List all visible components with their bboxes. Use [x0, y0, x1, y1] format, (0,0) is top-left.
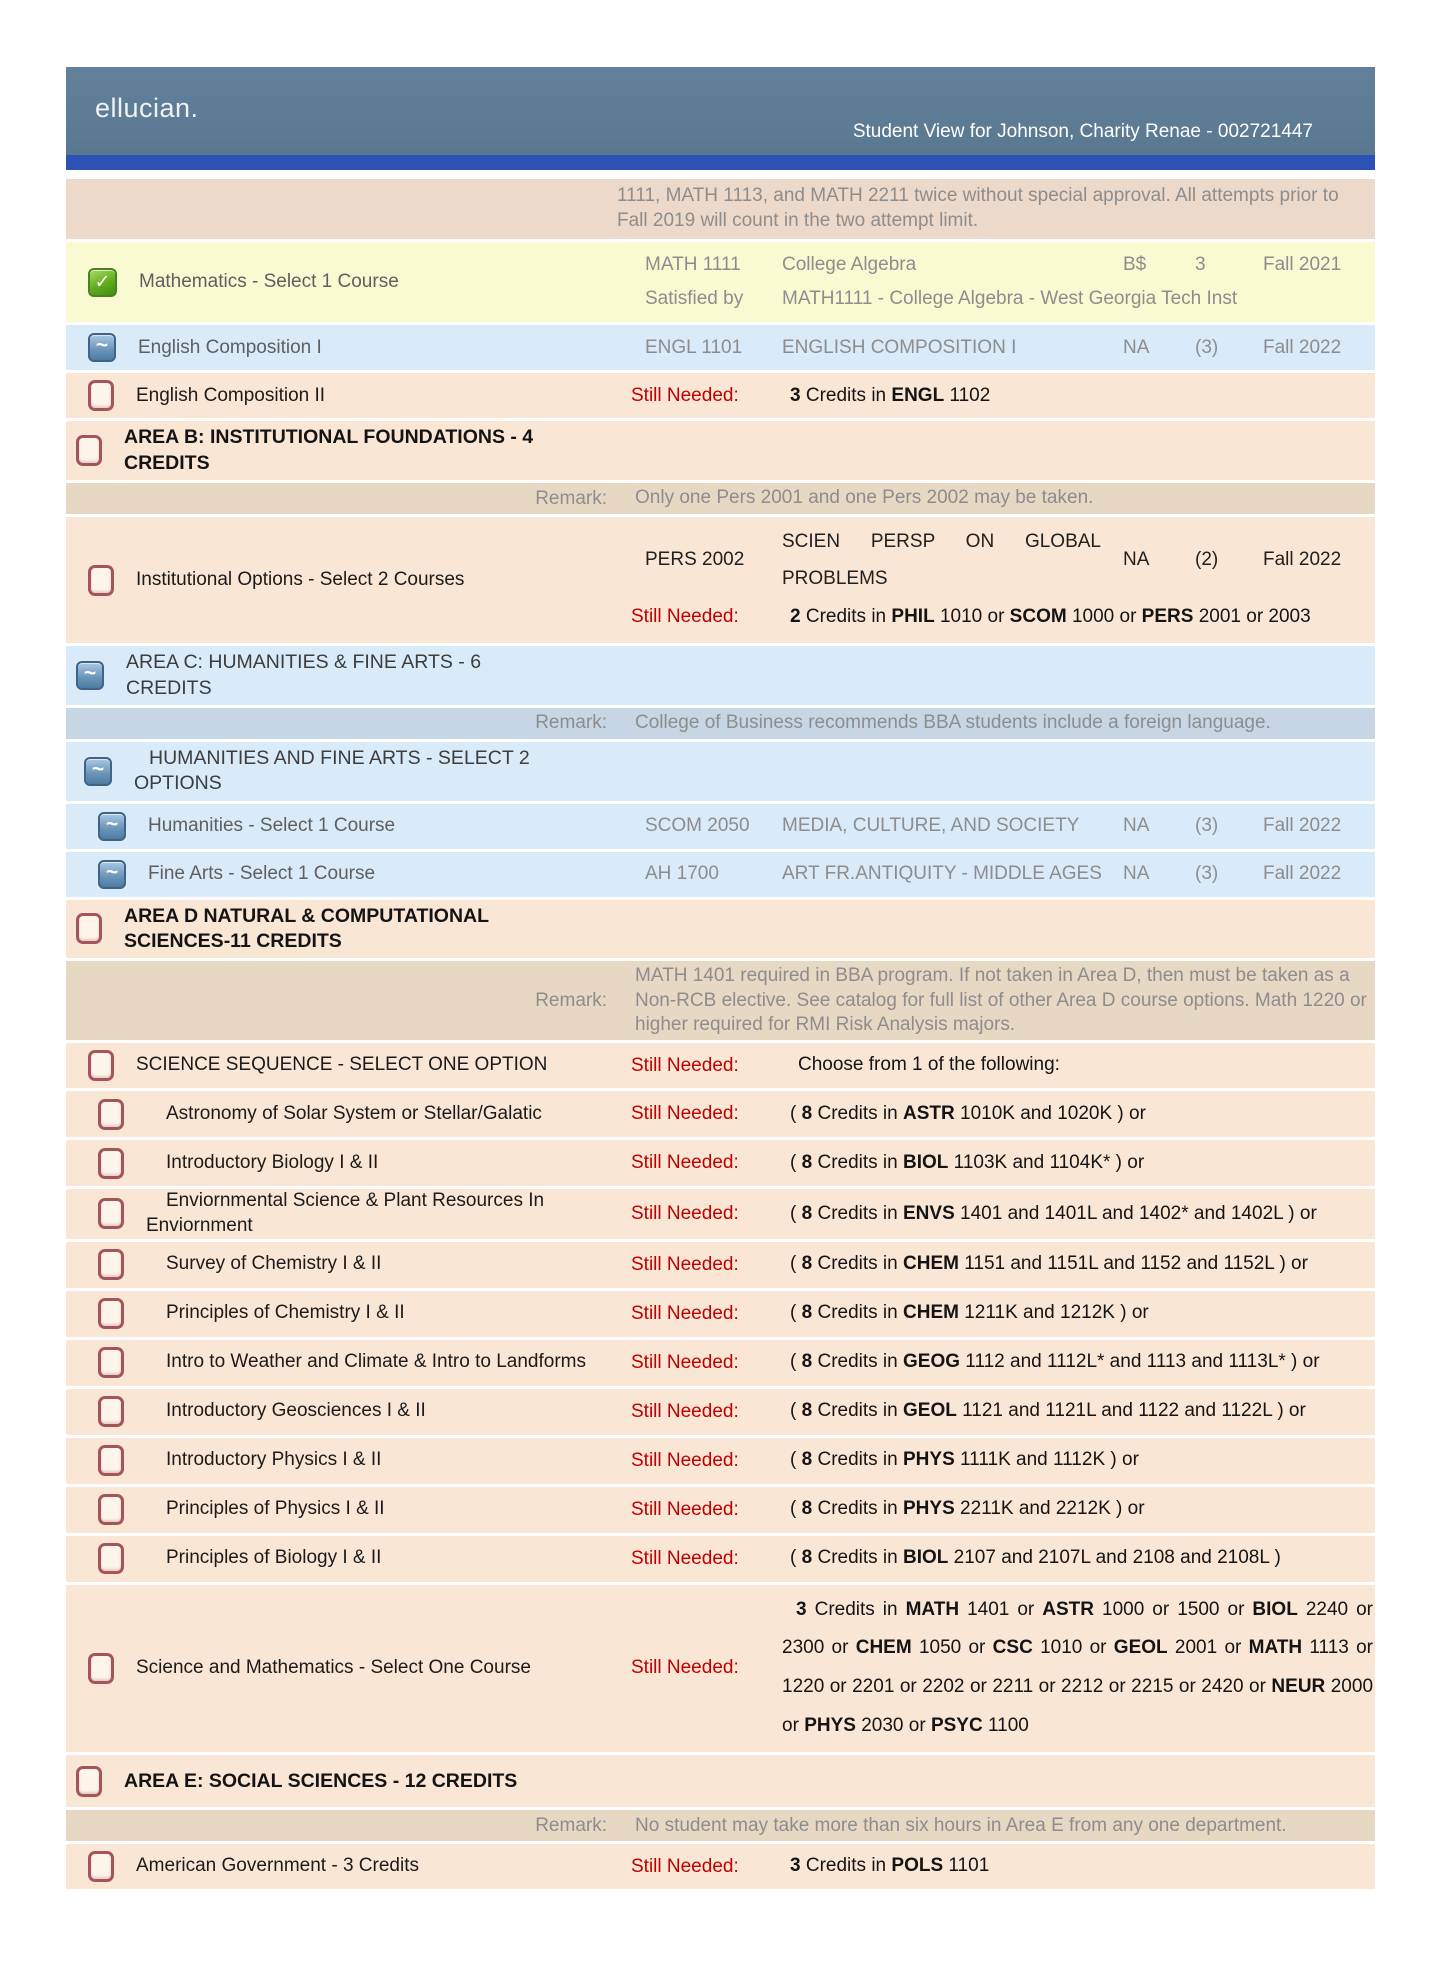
requirement-row-science-sequence [66, 1043, 1375, 1088]
area-header-label: AREA C: HUMANITIES & FINE ARTS - 6 CREDITS [126, 651, 482, 699]
requirement-label: English Composition II [136, 384, 326, 406]
course-code: PERS 2002 [645, 549, 745, 571]
course-term: Fall 2022 [1263, 815, 1342, 837]
incomplete-checkbox-icon [88, 1851, 114, 1882]
still-needed-label: Still Needed: [631, 384, 739, 406]
course-title: SCIEN PERSP ON GLOBAL PROBLEMS [782, 531, 1101, 590]
requirement-label: American Government - 3 Credits [136, 1855, 419, 1877]
course-title: ART FR.ANTIQUITY - MIDDLE AGES [782, 863, 1102, 885]
area-header-label: AREA E: SOCIAL SCIENCES - 12 CREDITS [124, 1769, 518, 1792]
still-needed-text: 3 Credits in POLS 1101 [790, 1855, 990, 1877]
requirement-row-humanities [66, 804, 1375, 849]
course-term: Fall 2021 [1263, 254, 1342, 276]
course-grade: NA [1123, 549, 1150, 571]
remark-label: Remark: [535, 487, 607, 509]
course-credits: 3 [1195, 254, 1206, 276]
remark-label: Remark: [535, 712, 607, 734]
in-progress-checkbox-icon: ~ [98, 860, 126, 889]
still-needed-label: Still Needed: [631, 1054, 739, 1076]
still-needed-label: Still Needed: [631, 1400, 739, 1422]
still-needed-label: Still Needed: [631, 1202, 739, 1224]
option-row-intro-physics [66, 1438, 1375, 1484]
option-label: Survey of Chemistry I & II [166, 1253, 382, 1275]
still-needed-label: Still Needed: [631, 1449, 739, 1471]
still-needed-label: Still Needed: [631, 1152, 739, 1174]
requirement-label: Institutional Options - Select 2 Courses [136, 568, 465, 590]
incomplete-checkbox-icon [88, 565, 114, 596]
still-needed-text: ( 8 Credits in PHYS 1111K and 1112K ) or [790, 1449, 1139, 1471]
option-row-environmental-science [66, 1189, 1375, 1238]
header-accent-stripe [66, 155, 1375, 170]
subheader-label: HUMANITIES AND FINE ARTS - SELECT 2 OPTIONS [134, 746, 530, 795]
requirement-row-english-comp-2 [66, 373, 1375, 418]
still-needed-label: Still Needed: [631, 1657, 739, 1679]
requirement-label: Humanities - Select 1 Course [148, 814, 396, 836]
incomplete-checkbox-icon [98, 1543, 124, 1574]
remark-label: Remark: [535, 989, 607, 1011]
option-row-weather-landforms [66, 1340, 1375, 1386]
option-label: Enviornmental Science & Plant Resources In Enviornment [146, 1190, 545, 1236]
app-header [66, 67, 1375, 155]
remark-row [66, 1810, 1375, 1841]
ellucian-logo: ellucian. [95, 93, 199, 123]
still-needed-text: Choose from 1 of the following: [798, 1054, 1060, 1076]
remark-text: No student may take more than six hours in Area E from any one department. [635, 1814, 1287, 1836]
in-progress-checkbox-icon: ~ [98, 812, 126, 841]
requirement-row-american-government [66, 1844, 1375, 1889]
course-credits: (2) [1195, 549, 1219, 571]
requirement-label: Science and Mathematics - Select One Course [136, 1657, 531, 1679]
incomplete-checkbox-icon [98, 1347, 124, 1378]
course-grade: NA [1123, 863, 1150, 885]
option-label: Principles of Biology I & II [166, 1547, 382, 1569]
course-grade: NA [1123, 336, 1150, 358]
area-d-header-row [66, 900, 1375, 959]
area-c-header-row [66, 646, 1375, 705]
still-needed-text: ( 8 Credits in CHEM 1211K and 1212K ) or [790, 1302, 1149, 1324]
degree-audit-page [66, 67, 1375, 1889]
still-needed-text: 3 Credits in MATH 1401 or ASTR 1000 or 1500 or BIOL 2240 or 2300 or CHEM 1050 or CSC 1010 or GEOL 2001 or MATH 1113 or 1220 or 2201 or 2202 or 2211 or 2212 or 2215 or 2420 or NEUR 2000 or PHYS 2030 or PSYC 1100 [782, 1598, 1374, 1737]
incomplete-checkbox-icon [88, 1653, 114, 1684]
course-code: ENGL 1101 [645, 336, 743, 358]
incomplete-checkbox-icon [76, 1766, 102, 1797]
option-label: Introductory Geosciences I & II [166, 1400, 426, 1422]
remark-continuation-text: 1111, MATH 1113, and MATH 2211 twice without special approval. All attempts prior to Fall 2019 will count in the two attempt limit. [617, 185, 1339, 231]
course-term: Fall 2022 [1263, 863, 1342, 885]
incomplete-checkbox-icon [98, 1494, 124, 1525]
incomplete-checkbox-icon [98, 1099, 124, 1130]
remark-continuation-row [66, 179, 1375, 239]
remark-row [66, 483, 1375, 514]
option-label: Principles of Chemistry I & II [166, 1302, 405, 1324]
course-term: Fall 2022 [1263, 549, 1342, 571]
requirement-row-science-mathematics [66, 1585, 1375, 1753]
complete-checkbox-icon: ✓ [88, 268, 117, 297]
requirement-label: Fine Arts - Select 1 Course [148, 862, 376, 884]
requirement-label: English Composition I [138, 336, 322, 358]
still-needed-label: Still Needed: [631, 606, 739, 628]
option-row-principles-chemistry [66, 1291, 1375, 1337]
still-needed-label: Still Needed: [631, 1351, 739, 1373]
course-code: SCOM 2050 [645, 815, 750, 837]
satisfied-by-label: Satisfied by [645, 288, 744, 310]
humanities-fine-arts-subheader-row [66, 742, 1375, 801]
course-code: MATH 1111 [645, 254, 741, 276]
option-label: Introductory Biology I & II [166, 1151, 379, 1173]
student-view-title: Student View for Johnson, Charity Renae - 002721447 [852, 121, 1313, 142]
area-b-header-row [66, 421, 1375, 480]
still-needed-text: 3 Credits in ENGL 1102 [790, 384, 991, 406]
remark-label: Remark: [535, 1814, 607, 1836]
still-needed-text: ( 8 Credits in BIOL 2107 and 2107L and 2108 and 2108L ) [790, 1547, 1281, 1569]
course-code: AH 1700 [645, 863, 719, 885]
still-needed-text: ( 8 Credits in PHYS 2211K and 2212K ) or [790, 1498, 1145, 1520]
option-label: Astronomy of Solar System or Stellar/Galatic [166, 1102, 542, 1124]
remark-row [66, 708, 1375, 739]
requirement-row-institutional-options [66, 517, 1375, 643]
incomplete-checkbox-icon [98, 1445, 124, 1476]
remark-text: College of Business recommends BBA students include a foreign language. [635, 712, 1271, 734]
incomplete-checkbox-icon [88, 380, 114, 411]
still-needed-label: Still Needed: [631, 1855, 739, 1877]
course-grade: NA [1123, 815, 1150, 837]
incomplete-checkbox-icon [98, 1198, 124, 1229]
option-row-principles-physics [66, 1487, 1375, 1533]
course-title: ENGLISH COMPOSITION I [782, 336, 1017, 358]
course-grade: B$ [1123, 254, 1147, 276]
in-progress-checkbox-icon: ~ [76, 661, 104, 690]
still-needed-text: ( 8 Credits in GEOG 1112 and 1112L* and 1113 and 1113L* ) or [790, 1351, 1320, 1373]
still-needed-label: Still Needed: [631, 1498, 739, 1520]
satisfied-by-text: MATH1111 - College Algebra - West Georgia Tech Inst [782, 288, 1238, 310]
area-header-label: AREA B: INSTITUTIONAL FOUNDATIONS - 4 CREDITS [124, 426, 534, 474]
requirement-label: SCIENCE SEQUENCE - SELECT ONE OPTION [136, 1054, 548, 1076]
still-needed-label: Still Needed: [631, 1253, 739, 1275]
in-progress-checkbox-icon: ~ [88, 333, 116, 362]
incomplete-checkbox-icon [98, 1396, 124, 1427]
area-header-label: AREA D NATURAL & COMPUTATIONAL SCIENCES-11 CREDITS [124, 904, 489, 952]
incomplete-checkbox-icon [98, 1148, 124, 1179]
requirement-row-english-comp-1 [66, 325, 1375, 370]
in-progress-checkbox-icon: ~ [84, 757, 112, 786]
still-needed-text: ( 8 Credits in BIOL 1103K and 1104K* ) or [790, 1151, 1145, 1173]
still-needed-label: Still Needed: [631, 1302, 739, 1324]
area-e-header-row [66, 1755, 1375, 1807]
remark-text: Only one Pers 2001 and one Pers 2002 may be taken. [635, 487, 1094, 509]
course-credits: (3) [1195, 815, 1219, 837]
still-needed-text: ( 8 Credits in GEOL 1121 and 1121L and 1122 and 1122L ) or [790, 1400, 1306, 1422]
still-needed-label: Still Needed: [631, 1547, 739, 1569]
remark-text: MATH 1401 required in BBA program. If not taken in Area D, then must be taken as a Non-RCB elective. See catalog for full list of other Area D course options. Math 1220 or higher required for RMI Risk Analysis majors. [635, 965, 1367, 1035]
course-title: MEDIA, CULTURE, AND SOCIETY [782, 815, 1080, 837]
option-row-intro-geosciences [66, 1389, 1375, 1435]
still-needed-text: ( 8 Credits in ASTR 1010K and 1020K ) or [790, 1102, 1146, 1124]
option-label: Introductory Physics I & II [166, 1449, 382, 1471]
option-label: Intro to Weather and Climate & Intro to Landforms [166, 1351, 586, 1373]
incomplete-checkbox-icon [98, 1298, 124, 1329]
course-title: College Algebra [782, 254, 917, 276]
still-needed-text: ( 8 Credits in ENVS 1401 and 1401L and 1402* and 1402L ) or [790, 1202, 1317, 1224]
incomplete-checkbox-icon [76, 913, 102, 944]
incomplete-checkbox-icon [76, 435, 102, 466]
still-needed-text: 2 Credits in PHIL 1010 or SCOM 1000 or PERS 2001 or 2003 [790, 605, 1311, 627]
requirement-label: Mathematics - Select 1 Course [139, 271, 399, 293]
course-credits: (3) [1195, 863, 1219, 885]
incomplete-checkbox-icon [88, 1050, 114, 1081]
still-needed-text: ( 8 Credits in CHEM 1151 and 1151L and 1152 and 1152L ) or [790, 1253, 1308, 1275]
option-label: Principles of Physics I & II [166, 1498, 385, 1520]
still-needed-label: Still Needed: [631, 1103, 739, 1125]
requirement-row-mathematics [66, 242, 1375, 322]
course-credits: (3) [1195, 336, 1219, 358]
incomplete-checkbox-icon [98, 1249, 124, 1280]
course-term: Fall 2022 [1263, 336, 1342, 358]
option-row-principles-biology [66, 1536, 1375, 1582]
option-row-survey-chemistry [66, 1242, 1375, 1288]
option-row-intro-biology [66, 1140, 1375, 1186]
option-row-astronomy [66, 1091, 1375, 1137]
requirement-row-fine-arts [66, 852, 1375, 897]
remark-row [66, 961, 1375, 1040]
